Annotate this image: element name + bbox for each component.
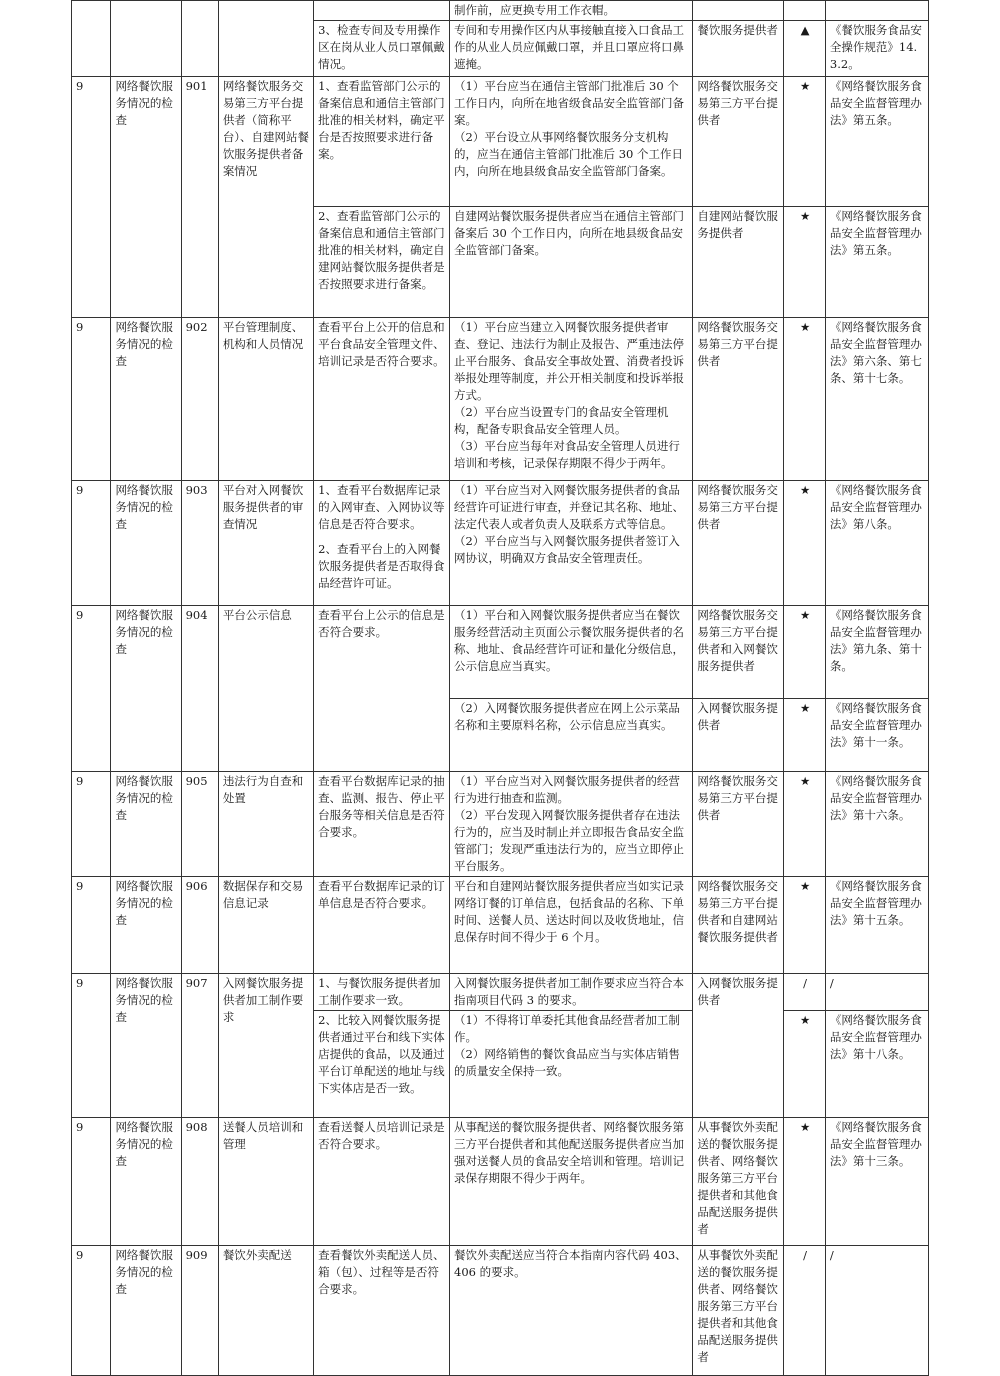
cell-category: 网络餐饮服务情况的检查: [111, 974, 181, 1118]
cell-method: [314, 318, 450, 481]
cell-category: 网络餐饮服务情况的检查: [111, 606, 181, 772]
cell-index: 9: [72, 877, 111, 974]
cell-requirement: [450, 77, 693, 207]
cell-category: 网络餐饮服务情况的检查: [111, 877, 181, 974]
cell-basis: 《网络餐饮服务食品安全监督管理办法》第六条、第七条、第十七条。: [825, 318, 928, 481]
cell-method: [314, 606, 450, 772]
cell-object: 入网餐饮服务提供者: [693, 974, 784, 1118]
cell-empty: [825, 1, 928, 21]
cell-item: 入网餐饮服务提供者加工制作要求: [218, 974, 313, 1118]
table-row: [72, 1246, 929, 1376]
cell-category: 网络餐饮服务情况的检查: [111, 772, 181, 877]
cell-index: 9: [72, 772, 111, 877]
cell-level: ★: [784, 699, 826, 772]
table-row: [72, 606, 929, 699]
cell-level: ★: [784, 481, 826, 606]
cell-method: [314, 1246, 450, 1376]
cell-empty: [218, 1, 313, 77]
cell-requirement-line: （2）平台应当与入网餐饮服务提供者签订入网协议，明确双方食品安全管理责任。: [454, 534, 680, 565]
cell-method-line: 查看送餐人员培训记录是否符合要求。: [318, 1120, 445, 1151]
cell-object: 网络餐饮服务交易第三方平台提供者和自建网站餐饮服务提供者: [693, 877, 784, 974]
cell-requirement: [450, 772, 693, 877]
cell-requirement: [450, 481, 693, 606]
cell-basis: /: [825, 974, 928, 1011]
cell-basis: 《网络餐饮服务食品安全监督管理办法》第五条。: [825, 77, 928, 207]
cell-object: 网络餐饮服务交易第三方平台提供者: [693, 481, 784, 606]
cell-basis: 《网络餐饮服务食品安全监督管理办法》第十五条。: [825, 877, 928, 974]
cell-object: 网络餐饮服务交易第三方平台提供者和入网餐饮服务提供者: [693, 606, 784, 699]
cell-category: 网络餐饮服务情况的检查: [111, 77, 181, 318]
cell-category: 网络餐饮服务情况的检查: [111, 318, 181, 481]
cell-requirement: [450, 207, 693, 318]
cell-item: 平台公示信息: [218, 606, 313, 772]
cell-empty: [314, 1, 450, 21]
cell-method-line: 查看平台上公开的信息和平台食品安全管理文件、培训记录是否符合要求。: [318, 320, 445, 368]
cell-requirement-line: （3）平台应当每年对食品安全管理人员进行培训和考核，记录保存期限不得少于两年。: [454, 439, 680, 470]
cell-requirement: [450, 877, 693, 974]
cell-level: ★: [784, 1118, 826, 1246]
cell-requirement-line: （2）平台应当设置专门的食品安全管理机构，配备专职食品安全管理人员。: [454, 405, 669, 436]
cell-item: 违法行为自查和处置: [218, 772, 313, 877]
cell-requirement: [450, 1011, 693, 1118]
cell-requirement: [450, 1118, 693, 1246]
cell-index: 9: [72, 1118, 111, 1246]
cell-index: 9: [72, 77, 111, 318]
cell-requirement-line: 入网餐饮服务提供者加工制作要求应当符合本指南项目代码 3 的要求。: [454, 976, 685, 1007]
cell-index: 9: [72, 606, 111, 772]
inspection-table: [71, 0, 929, 1376]
cell-item: 平台对入网餐饮服务提供者的审查情况: [218, 481, 313, 606]
cell-code: 903: [181, 481, 218, 606]
cell-method: [314, 1011, 450, 1118]
cell-item: 平台管理制度、机构和人员情况: [218, 318, 313, 481]
cell-requirement-line: （2）平台设立从事网络餐饮服务分支机构的，应当在通信主管部门批准后 30 个工作日内，向所在地县级食品安全监管部门备案。: [454, 130, 683, 178]
cell-code: 909: [181, 1246, 218, 1376]
cell-requirement: [450, 606, 693, 699]
cell-basis: 《餐饮服务食品安全操作规范》14.3.2。: [825, 21, 928, 77]
cell-method-line: 2、查看平台上的入网餐饮服务提供者是否取得食品经营许可证。: [318, 542, 445, 590]
cell-category: 网络餐饮服务情况的检查: [111, 1246, 181, 1376]
cell-method: [314, 207, 450, 318]
cell-requirement: [450, 974, 693, 1011]
cell-code: 904: [181, 606, 218, 772]
cell-method-line: 查看平台上公示的信息是否符合要求。: [318, 608, 445, 639]
cell-requirement-line: （2）入网餐饮服务提供者应在网上公示菜品名称和主要原料名称，公示信息应当真实。: [454, 701, 680, 732]
cell-object: 餐饮服务提供者: [693, 21, 784, 77]
cell-category: 网络餐饮服务情况的检查: [111, 481, 181, 606]
cell-item: 送餐人员培训和管理: [218, 1118, 313, 1246]
table-row: [72, 77, 929, 207]
cell-method-line: 2、查看监管部门公示的备案信息和通信主管部门批准的相关材料，确定自建网站餐饮服务提供者是否按照要求进行备案。: [318, 209, 445, 291]
cell-requirement: [450, 318, 693, 481]
cell-object: 从事餐饮外卖配送的餐饮服务提供者、网络餐饮服务第三方平台提供者和其他食品配送服务提供者: [693, 1246, 784, 1376]
cell-requirement-line: （1）平台应当对入网餐饮服务提供者的食品经营许可证进行审查，并登记其名称、地址、法定代表人或者负责人及联系方式等信息。: [454, 483, 685, 531]
cell-requirement-line: （1）平台和入网餐饮服务提供者应当在餐饮服务经营活动主页面公示餐饮服务提供者的名称、地址、食品经营许可证和量化分级信息，公示信息应当真实。: [454, 608, 685, 673]
cell-requirement-line: （2）网络销售的餐饮食品应当与实体店销售的质量安全保持一致。: [454, 1047, 680, 1078]
cell-requirement-line: （2）平台发现入网餐饮服务提供者存在违法行为的，应当及时制止并立即报告食品安全监管部门；发现严重违法行为的，应当立即停止平台服务。: [454, 808, 685, 873]
cell-index: 9: [72, 1246, 111, 1376]
cell-method: [314, 877, 450, 974]
cell-code: 901: [181, 77, 218, 318]
cell-method: [314, 77, 450, 207]
cell-index: 9: [72, 974, 111, 1118]
cell-basis: 《网络餐饮服务食品安全监督管理办法》第九条、第十条。: [825, 606, 928, 699]
cell-requirement-line: （1）平台应当对入网餐饮服务提供者的经营行为进行抽查和监测。: [454, 774, 680, 805]
table-row: [72, 318, 929, 481]
cell-method: [314, 772, 450, 877]
cell-level: ★: [784, 1011, 826, 1118]
cell-method-line: 查看平台数据库记录的抽查、监测、报告、停止平台服务等相关信息是否符合要求。: [318, 774, 445, 839]
cell-index: 9: [72, 481, 111, 606]
cell-requirement-line: 餐饮外卖配送应当符合本指南内容代码 403、406 的要求。: [454, 1248, 687, 1279]
cell-object: 网络餐饮服务交易第三方平台提供者: [693, 318, 784, 481]
cell-object: 从事餐饮外卖配送的餐饮服务提供者、网络餐饮服务第三方平台提供者和其他食品配送服务提供者: [693, 1118, 784, 1246]
cell-basis: 《网络餐饮服务食品安全监督管理办法》第五条。: [825, 207, 928, 318]
cell-object: 入网餐饮服务提供者: [693, 699, 784, 772]
cell-empty: [181, 1, 218, 77]
cell-requirement: [450, 1246, 693, 1376]
table-row: [72, 1118, 929, 1246]
cell-level: ★: [784, 877, 826, 974]
cell-empty: [111, 1, 181, 77]
cell-code: 907: [181, 974, 218, 1118]
cell-item: 餐饮外卖配送: [218, 1246, 313, 1376]
cell-requirement: 制作前，应更换专用工作衣帽。: [450, 1, 693, 21]
cell-level: ▲: [784, 21, 826, 77]
cell-method-line: 查看餐饮外卖配送人员、箱（包）、过程等是否符合要求。: [318, 1248, 445, 1296]
cell-method: 3、检查专间及专用操作区在岗从业人员口罩佩戴情况。: [314, 21, 450, 77]
cell-basis: 《网络餐饮服务食品安全监督管理办法》第八条。: [825, 481, 928, 606]
cell-empty: [693, 1, 784, 21]
cell-object: 网络餐饮服务交易第三方平台提供者: [693, 772, 784, 877]
cell-level: ★: [784, 77, 826, 207]
cell-code: 905: [181, 772, 218, 877]
cell-category: 网络餐饮服务情况的检查: [111, 1118, 181, 1246]
cell-requirement-line: （1）平台应当建立入网餐饮服务提供者审查、登记、违法行为制止及报告、严重违法停止平台服务、食品安全事故处置、消费者投诉举报处理等制度，并公开相关制度和投诉举报方式。: [454, 320, 685, 402]
cell-index: 9: [72, 318, 111, 481]
table-row: [72, 877, 929, 974]
cell-code: 906: [181, 877, 218, 974]
cell-requirement: [450, 699, 693, 772]
cell-code: 908: [181, 1118, 218, 1246]
table-row: [72, 1, 929, 21]
cell-requirement-line: 平台和自建网站餐饮服务提供者应当如实记录网络订餐的订单信息，包括食品的名称、下单时间、送餐人员、送达时间以及收货地址，信息保存时间不得少于 6 个月。: [454, 879, 685, 944]
cell-method-line: 1、与餐饮服务提供者加工制作要求一致。: [318, 976, 441, 1007]
cell-method-line: 查看平台数据库记录的订单信息是否符合要求。: [318, 879, 445, 910]
cell-level: ★: [784, 772, 826, 877]
table-row: [72, 772, 929, 877]
cell-object: 网络餐饮服务交易第三方平台提供者: [693, 77, 784, 207]
cell-basis: 《网络餐饮服务食品安全监督管理办法》第十三条。: [825, 1118, 928, 1246]
cell-basis: 《网络餐饮服务食品安全监督管理办法》第十八条。: [825, 1011, 928, 1118]
cell-object: 自建网站餐饮服务提供者: [693, 207, 784, 318]
cell-requirement-line: 从事配送的餐饮服务提供者、网络餐饮服务第三方平台提供者和其他配送服务提供者应当加强对送餐人员的食品安全培训和管理。培训记录保存期限不得少于两年。: [454, 1120, 685, 1185]
cell-basis: 《网络餐饮服务食品安全监督管理办法》第十一条。: [825, 699, 928, 772]
cell-requirement-line: （1）不得将订单委托其他食品经营者加工制作。: [454, 1013, 680, 1044]
table-row: [72, 974, 929, 1011]
cell-method-line: 1、查看平台数据库记录的入网审查、入网协议等信息是否符合要求。: [318, 483, 445, 531]
cell-requirement-line: （1）平台应当在通信主管部门批准后 30 个工作日内，向所在地省级食品安全监管部门备案。: [454, 79, 685, 127]
cell-item: 网络餐饮服务交易第三方平台提供者（简称平台）、自建网站餐饮服务提供者备案情况: [218, 77, 313, 318]
cell-empty: [784, 1, 826, 21]
cell-method: [314, 1118, 450, 1246]
cell-level: ★: [784, 606, 826, 699]
cell-method: [314, 481, 450, 606]
cell-level: ★: [784, 207, 826, 318]
cell-requirement-line: 自建网站餐饮服务提供者应当在通信主管部门备案后 30 个工作日内，向所在地县级食品安全监管部门备案。: [454, 209, 685, 257]
cell-requirement: 专间和专用操作区内从事接触直接入口食品工作的从业人员应佩戴口罩，并且口罩应将口鼻遮掩。: [450, 21, 693, 77]
cell-code: 902: [181, 318, 218, 481]
cell-item: 数据保存和交易信息记录: [218, 877, 313, 974]
table-row: [72, 481, 929, 606]
spacer: [318, 533, 446, 541]
cell-level: /: [784, 1246, 826, 1376]
cell-level: ★: [784, 318, 826, 481]
cell-empty: [72, 1, 111, 77]
cell-level: /: [784, 974, 826, 1011]
cell-method-line: 1、查看监管部门公示的备案信息和通信主管部门批准的相关材料，确定平台是否按照要求进行备案。: [318, 79, 445, 161]
cell-basis: /: [825, 1246, 928, 1376]
cell-method-line: 2、比较入网餐饮服务提供者通过平台和线下实体店提供的食品，以及通过平台订单配送的地址与线下实体店是否一致。: [318, 1013, 445, 1095]
cell-basis: 《网络餐饮服务食品安全监督管理办法》第十六条。: [825, 772, 928, 877]
cell-method: [314, 974, 450, 1011]
